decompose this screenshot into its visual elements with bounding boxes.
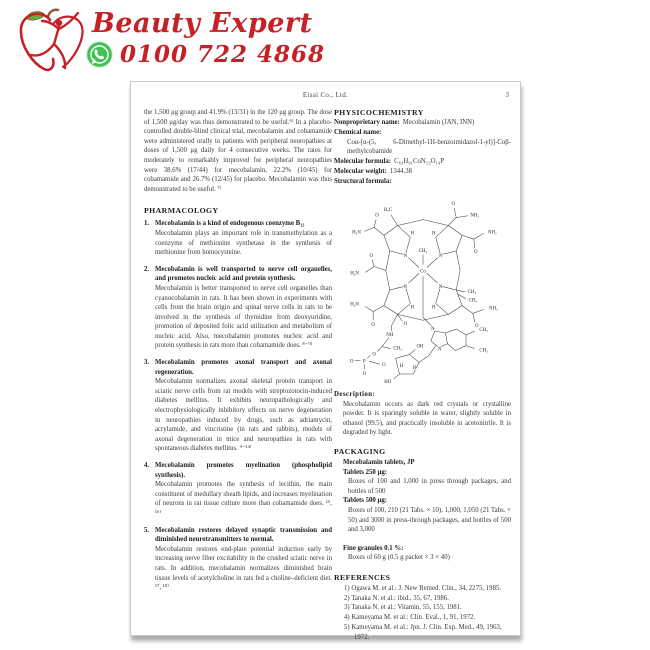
nonproprietary-name-line xyxy=(334,118,511,128)
svg-text:OH: OH xyxy=(416,344,424,350)
chemical-name-line xyxy=(334,128,511,138)
pharmacology-heading: PHARMACOLOGY xyxy=(144,206,219,216)
item-body: Mecobalamin normalizes axonal skeletal protein transport in sciatic nerve cells from rat models with streptozotocin-induced diabetes mellitus. It exhibits neuropathologically and electrophysiologically inhibitory effects on nerve degeneration in neuropathies induced by drugs, such as adriamycin, acrylamide, and vincristine (in rats and rabbits), models of axonal degeneration in mice and neuropathies in rats with spontaneous diabetes mellitus. ⁹⁻¹⁴⁾ xyxy=(155,378,332,453)
item-title: Mecobalamin promotes axonal transport and axonal regeneration. xyxy=(155,359,332,376)
field-value: Mecobalamin (JAN, INN) xyxy=(402,119,475,126)
document-page xyxy=(130,81,521,641)
svg-text:O: O xyxy=(403,321,407,327)
svg-text:H₂N: H₂N xyxy=(349,302,359,308)
field-label: Chemical name: xyxy=(334,128,382,136)
pharmacology-item-2 xyxy=(144,265,332,351)
item-title: Mecobalamin is well transported to nerve cell organelles, and promotes nucleic acid and protein synthesis. xyxy=(155,265,332,283)
svg-text:NH₂: NH₂ xyxy=(487,229,497,235)
svg-text:H: H xyxy=(399,363,403,369)
physicochemistry-heading: PHYSICOCHEMISTRY xyxy=(334,108,424,117)
svg-text:N: N xyxy=(437,347,441,353)
svg-text:O: O xyxy=(451,201,455,207)
svg-text:O: O xyxy=(474,323,479,329)
shop-header xyxy=(0,0,650,80)
svg-text:N: N xyxy=(438,253,442,259)
structural-formula-line xyxy=(334,177,511,187)
svg-text:H: H xyxy=(409,305,414,311)
document-company: Eisai Co., Ltd. xyxy=(302,91,349,99)
packaging-item-label: Tablets 500 μg: xyxy=(343,497,388,505)
svg-text:O: O xyxy=(381,362,386,368)
field-label: Molecular weight: xyxy=(334,167,387,175)
description-body: Mecobalamin occurs as dark red crystals or crystalline powder. It is sparingly soluble in water, slightly soluble in ethanol (99.5), and practically insoluble in acetonitrile. It is degraded by light. xyxy=(343,400,511,437)
reference-item: 1) Ogawa M. et al.: J. New Remed. Clin., 34, 2275, 1985. xyxy=(344,584,502,592)
packaging-heading: PACKAGING xyxy=(334,446,386,456)
packaging-item-body: Boxes of 60 g (0.5 g packet × 3 × 40) xyxy=(348,554,450,562)
item-number: 5. xyxy=(144,526,150,534)
item-body: Mecobalamin restores end-plate potential induction early by increasing nerve fiber excitability in the crushed sciatic nerve in rats. In addition, mecobalamin normalizes diminished brain tissue levels of acetylcholine in rats fed a choline–deficient diet. ¹⁷, ¹⁸⁾ xyxy=(155,545,332,592)
reference-item: 2) Tanaka N. et al.: ibid., 35, 67, 1986. xyxy=(344,594,449,602)
svg-text:N: N xyxy=(430,326,435,332)
molecular-weight-line xyxy=(334,167,511,177)
svg-text:H₂N: H₂N xyxy=(349,270,359,276)
svg-text:CH₃: CH₃ xyxy=(392,346,402,352)
item-number: 2. xyxy=(144,265,150,273)
svg-text:P: P xyxy=(362,358,366,364)
right-column xyxy=(334,108,511,643)
reference-item: 4) Kameyama M. et al.: Clin. Eval., 1, 91, 1972. xyxy=(344,614,476,622)
svg-text:N: N xyxy=(403,284,407,290)
svg-text:O: O xyxy=(349,358,353,364)
references-heading: REFERENCES xyxy=(334,572,391,582)
item-title: Mecobalamin is a kind of endogenous coenzyme B₁₂ xyxy=(155,220,305,228)
intro-paragraph: the 1,500 μg group and 41.9% (13/31) in the 120 μg group. The dose of 1,500 μg/day was thus demonstrated to be useful.⁶⁾ In a placebo-controlled double-blind clinical trial, mecobalamin and cobamamide were administered orally to patients with peripheral neuropathies at doses of 1,500 μg daily for 4 consecutive weeks. The rates for moderately to remarkably improved for peripheral neuropathies were 38.6% (17/44) for mecobalamin, 22.2% (10/45) for cobamamide and 26.7% (12/45) for placebo. Mecobalamin was thus demonstrated to be useful. ⁷⁾ xyxy=(144,109,332,193)
field-label: Molecular formula: xyxy=(334,158,392,166)
item-title: Mecobalamin restores delayed synaptic transmission and diminished neurotransmitters to normal. xyxy=(155,526,332,544)
svg-text:NH₂: NH₂ xyxy=(488,306,498,312)
description-heading: Description: xyxy=(334,390,376,398)
svg-text:NH₂: NH₂ xyxy=(469,213,479,219)
packaging-item-label: Tablets 250 μg: xyxy=(343,468,388,476)
svg-text:N: N xyxy=(403,253,407,259)
svg-text:O: O xyxy=(371,352,376,358)
structural-formula-figure xyxy=(334,190,511,388)
svg-text:O: O xyxy=(473,249,478,255)
svg-text:CH₃: CH₃ xyxy=(418,248,427,254)
chemical-name-value: Coα-[α-(5, 6-Dimethyl-1H-benzoimidazol-1-yl)]-Coβ-methylcobamide xyxy=(347,138,511,156)
svg-text:H: H xyxy=(411,365,416,371)
packaging-item-body: Boxes of 100, 210 (21 Tabs. × 10), 1,000, 1,050 (21 Tabs. × 50) and 3000 in press-through packages, and bottles of 500 and 3,000 xyxy=(348,506,511,534)
svg-text:O: O xyxy=(368,253,373,259)
svg-text:CH₃: CH₃ xyxy=(467,289,476,295)
svg-text:H: H xyxy=(431,230,436,236)
svg-text:Co: Co xyxy=(419,268,426,274)
field-label: Nonproprietary name: xyxy=(334,119,400,126)
field-value: 1344.38 xyxy=(389,167,413,175)
item-body: Mecobalamin is better transported to nerve cell organelles than cyanocobalamin in rats. It has been shown in experiments with cells from the brain origin and spinal nerve cells in rats to be involved in the synthesis of thymidine from deoxyuridine, promotion of deposited folic acid utilization and metabolism of nucleic acid. Also, mecobalamin promotes nucleic acid and protein synthesis in rats more than cobamamide does. ⁸⁻⁹⁾ xyxy=(155,284,332,350)
apple-dancer-logo-icon xyxy=(12,6,90,72)
reference-item: 3) Tanaka N. et al.: Vitamin, 55, 155, 1981. xyxy=(344,604,462,612)
svg-text:CH₃: CH₃ xyxy=(478,348,488,354)
svg-text:O: O xyxy=(370,322,375,328)
reference-item: 5) Kameyama M. et al.: Jpn. J. Clin. Exp. Med., 49, 1963, 1972. xyxy=(344,624,502,641)
svg-text:CH₃: CH₃ xyxy=(468,298,477,304)
item-number: 4. xyxy=(144,462,150,469)
svg-text:H: H xyxy=(431,305,436,311)
svg-text:H₃C: H₃C xyxy=(383,207,392,213)
item-title: Mecobalamin promotes myelination (phospholipid synthesis). xyxy=(155,462,332,479)
left-column xyxy=(144,108,332,600)
phone-number: 0100 722 4868 xyxy=(120,40,326,68)
item-body: Mecobalamin plays an important role in transmethylation as a coenzyme of methionine synthetase in the synthesis of methionine from homocysteine. xyxy=(155,229,332,257)
svg-text:O: O xyxy=(362,371,366,377)
item-number: 1. xyxy=(144,220,150,228)
svg-text:CH₃: CH₃ xyxy=(478,327,488,333)
item-number: 3. xyxy=(144,359,150,367)
svg-text:H₂N: H₂N xyxy=(351,229,361,235)
molecular-formula-line xyxy=(334,157,511,167)
pharmacology-item-1 xyxy=(144,219,332,257)
pharmacology-item-4 xyxy=(144,461,332,519)
packaging-item-body: Boxes of 100 and 1,000 in press through packages, and bottles of 500 xyxy=(348,478,511,495)
svg-text:HO: HO xyxy=(383,379,391,385)
phone-row xyxy=(85,39,325,69)
svg-text:NH: NH xyxy=(385,332,393,338)
svg-text:N: N xyxy=(438,284,442,290)
whatsapp-icon xyxy=(85,40,114,69)
svg-text:O: O xyxy=(374,213,379,219)
pharmacology-item-5 xyxy=(144,526,332,593)
item-body: Mecobalamin promotes the synthesis of lecithin, the main constituent of medullary sheath lipids, and increases myelination of neurons in rat tissue culture more than cobamamide does. ¹⁵, ¹⁶⁾ xyxy=(155,481,332,517)
structural-formula-diagram xyxy=(337,190,509,388)
brand-name: Beauty Expert xyxy=(92,8,313,39)
field-label: Structural formula: xyxy=(334,177,392,185)
pharmacology-item-3 xyxy=(144,358,332,454)
field-value: C₆₃H₉₁CoN₁₃O₁₄P xyxy=(394,158,445,166)
packaging-product: Mecobalamin tablets, JP xyxy=(343,458,415,466)
packaging-item-label: Fine granules 0.1 %: xyxy=(343,544,404,552)
svg-text:H: H xyxy=(409,230,414,236)
page-number: 3 xyxy=(505,91,509,99)
